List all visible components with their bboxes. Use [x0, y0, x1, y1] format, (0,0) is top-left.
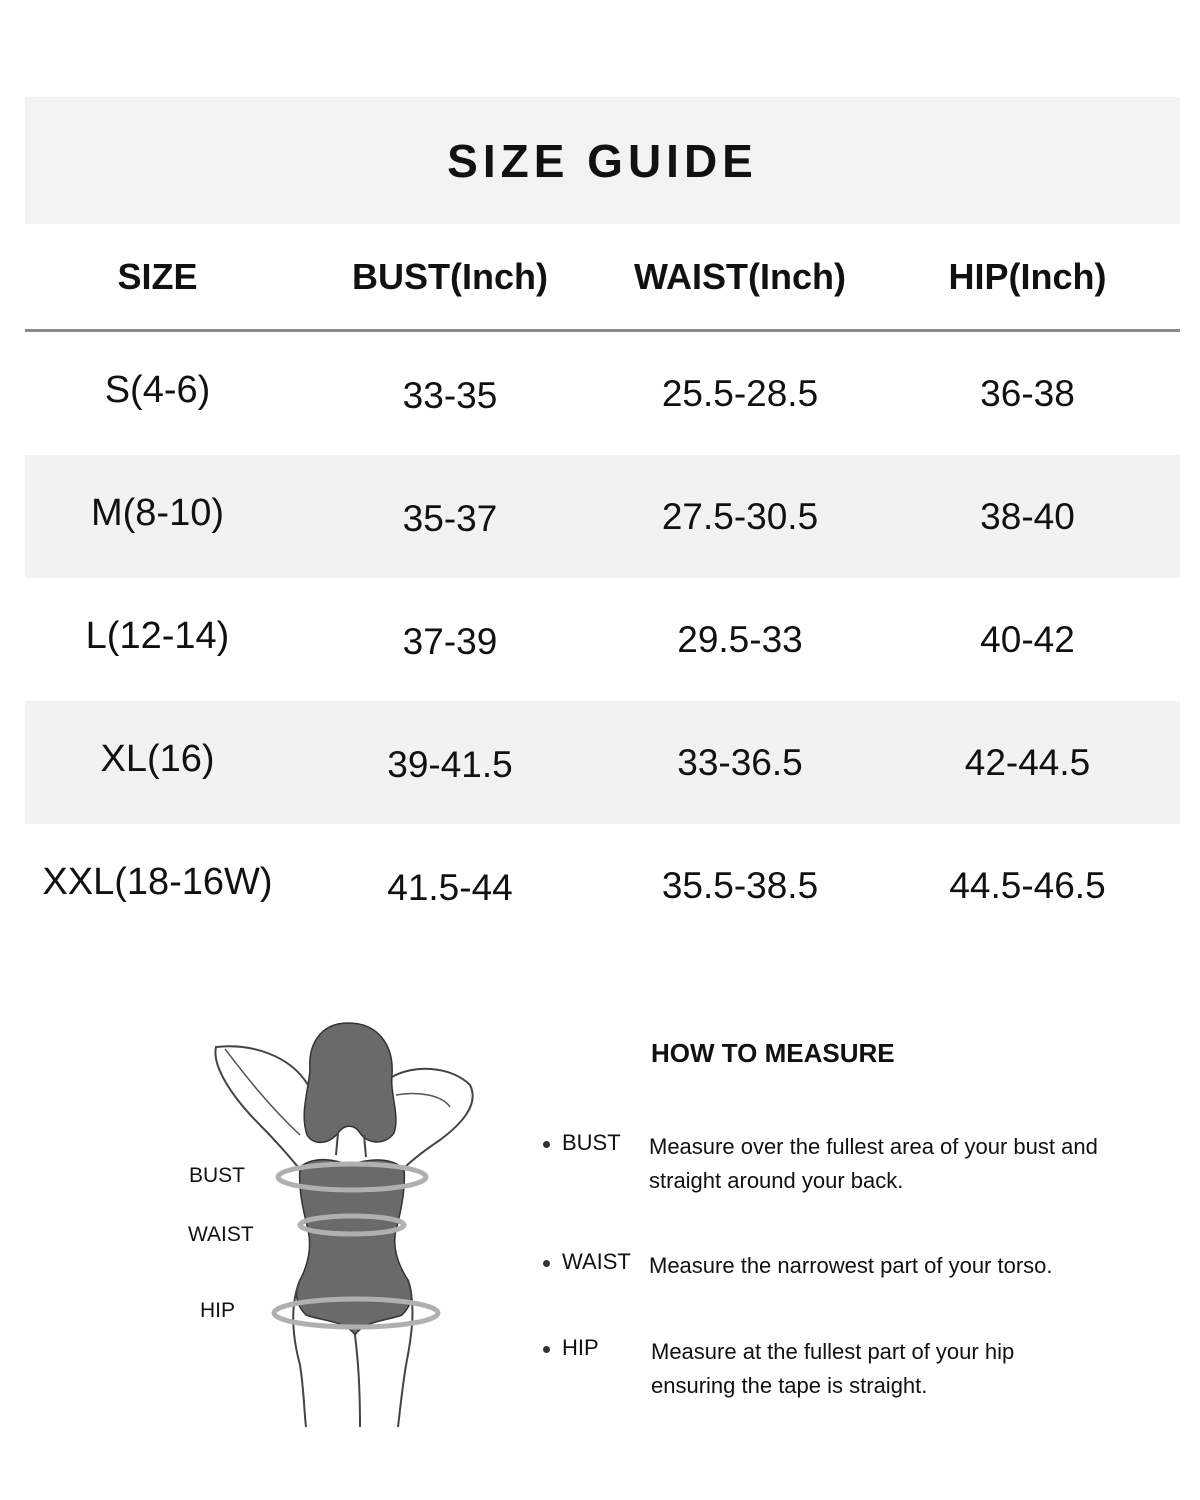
- header-hip: HIP(Inch): [948, 255, 1107, 297]
- waist-cell: 35.5-38.5: [661, 864, 819, 906]
- size-cell: M(8-10): [90, 492, 225, 534]
- hip-cell: 38-40: [980, 495, 1075, 537]
- bust-cell: 35-37: [402, 497, 498, 539]
- table-row: [25, 578, 1180, 701]
- bullet-icon: [543, 1346, 550, 1353]
- hip-cell: 40-42: [980, 618, 1075, 660]
- waist-cell: 27.5-30.5: [661, 495, 819, 537]
- body-measurement-figure: [150, 1015, 530, 1435]
- bust-cell: 39-41.5: [387, 743, 513, 785]
- figure-label-waist: WAIST: [188, 1223, 254, 1246]
- table-header: [25, 224, 1180, 332]
- header-size: SIZE: [117, 255, 198, 297]
- table-row: [25, 701, 1180, 824]
- bust-cell: 37-39: [402, 620, 498, 662]
- size-cell: L(12-14): [85, 615, 230, 657]
- measure-description: Measure the narrowest part of your torso.: [649, 1253, 1053, 1278]
- size-cell: XL(16): [100, 738, 215, 780]
- measure-description: Measure at the fullest part of your hip ensuring the tape is straight.: [651, 1339, 1015, 1398]
- measure-description: Measure over the fullest area of your bust and straight around your back.: [649, 1134, 1098, 1193]
- title-band: [25, 97, 1180, 224]
- figure-label-bust: BUST: [189, 1164, 246, 1187]
- hip-cell: 42-44.5: [964, 741, 1091, 783]
- size-cell: S(4-6): [104, 369, 211, 411]
- table-row: [25, 332, 1180, 455]
- bust-cell: 41.5-44: [387, 866, 513, 908]
- waist-cell: 29.5-33: [677, 618, 803, 660]
- table-row: [25, 455, 1180, 578]
- header-bust: BUST(Inch): [352, 255, 548, 297]
- bust-cell: 33-35: [402, 374, 498, 416]
- hip-cell: 36-38: [980, 372, 1075, 414]
- header-waist: WAIST(Inch): [634, 255, 846, 297]
- measure-label: WAIST: [562, 1249, 631, 1274]
- hip-cell: 44.5-46.5: [949, 864, 1106, 906]
- bullet-icon: [543, 1141, 550, 1148]
- waist-cell: 25.5-28.5: [661, 372, 819, 414]
- bullet-icon: [543, 1260, 550, 1267]
- page-title: SIZE GUIDE: [447, 134, 758, 187]
- measure-label: BUST: [562, 1130, 621, 1155]
- waist-cell: 33-36.5: [677, 741, 803, 783]
- how-to-measure-title: HOW TO MEASURE: [651, 1038, 895, 1068]
- table-row: [25, 824, 1180, 947]
- measure-label: HIP: [562, 1335, 599, 1360]
- size-cell: XXL(18-16W): [42, 861, 273, 903]
- size-table: [25, 332, 1180, 947]
- figure-label-hip: HIP: [200, 1299, 236, 1322]
